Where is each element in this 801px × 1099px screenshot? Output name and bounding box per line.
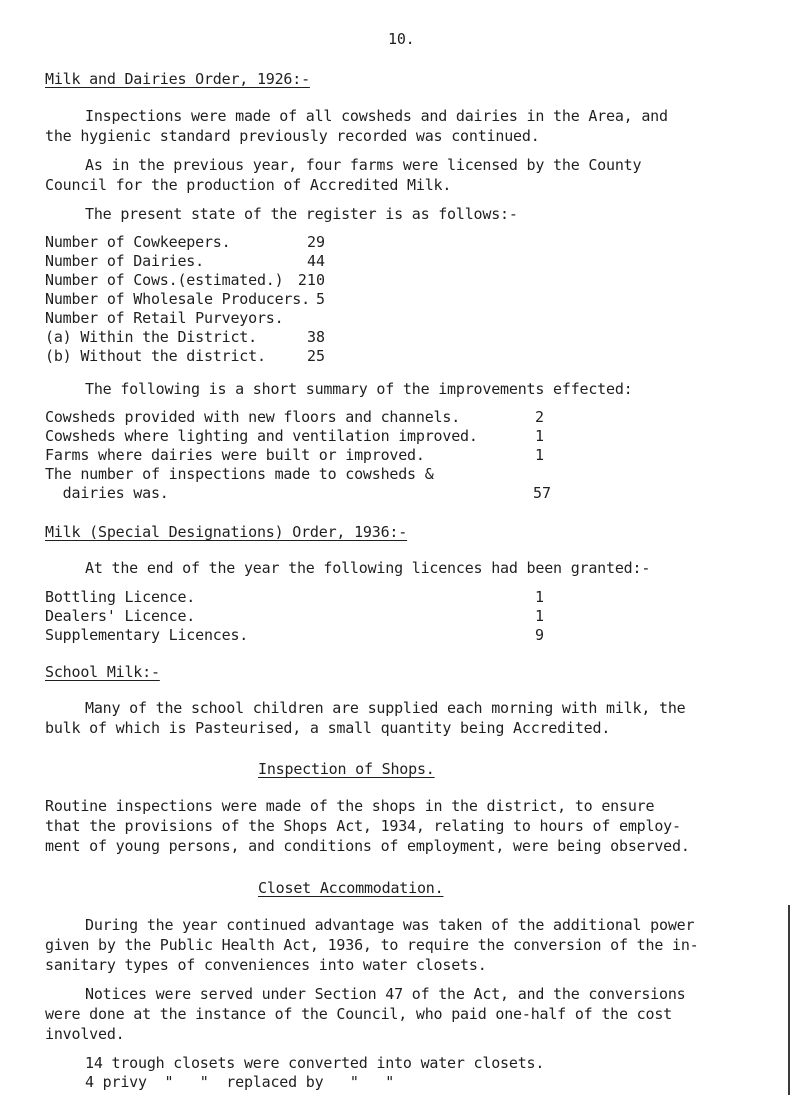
school-milk-heading: School Milk:-: [45, 663, 160, 681]
shops-heading: Inspection of Shops.: [258, 760, 435, 778]
register-value: 5: [315, 290, 325, 308]
licence-label: Bottling Licence.: [45, 588, 196, 606]
register-label: (b) Without the district.: [45, 347, 266, 365]
page-number: 10.: [388, 30, 415, 48]
paragraph-line: Many of the school children are supplied each morning with milk, the: [85, 699, 686, 717]
register-label: Number of Dairies.: [45, 252, 204, 270]
scan-edge-line: [788, 905, 790, 1095]
register-value: 29: [306, 233, 325, 251]
special-designations-heading: Milk (Special Designations) Order, 1936:-: [45, 523, 408, 541]
improvement-label: dairies was.: [45, 484, 169, 502]
paragraph-line: At the end of the year the following licences had been granted:-: [85, 559, 651, 577]
licence-label: Dealers' Licence.: [45, 607, 196, 625]
register-label: Number of Retail Purveyors.: [45, 309, 284, 327]
register-label: Number of Wholesale Producers.: [45, 290, 310, 308]
paragraph-line: During the year continued advantage was taken of the additional power: [85, 916, 695, 934]
register-value: 210: [297, 271, 325, 289]
register-label: (a) Within the District.: [45, 328, 257, 346]
improvement-value: 1: [534, 446, 544, 464]
paragraph-line: Notices were served under Section 47 of the Act, and the conversions: [85, 985, 686, 1003]
paragraph-line: The present state of the register is as follows:-: [85, 205, 518, 223]
licence-value: 1: [534, 607, 544, 625]
paragraph-line: were done at the instance of the Council, who paid one-half of the cost: [45, 1005, 672, 1023]
paragraph-line: involved.: [45, 1025, 125, 1043]
improvement-value: 1: [534, 427, 544, 445]
register-value: 44: [306, 252, 325, 270]
register-value: 25: [306, 347, 325, 365]
paragraph-line: the hygienic standard previously recorded was continued.: [45, 127, 540, 145]
closet-heading: Closet Accommodation.: [258, 879, 444, 897]
register-value: 38: [306, 328, 325, 346]
paragraph-line: that the provisions of the Shops Act, 1934, relating to hours of employ-: [45, 817, 681, 835]
licence-label: Supplementary Licences.: [45, 626, 249, 644]
licence-value: 1: [534, 588, 544, 606]
paragraph-line: 14 trough closets were converted into water closets.: [85, 1054, 545, 1072]
paragraph-line: bulk of which is Pasteurised, a small quantity being Accredited.: [45, 719, 611, 737]
improvement-label: The number of inspections made to cowsheds &: [45, 465, 434, 483]
paragraph-line: Council for the production of Accredited Milk.: [45, 176, 452, 194]
milk-dairies-heading: Milk and Dairies Order, 1926:-: [45, 70, 310, 88]
paragraph-line: ment of young persons, and conditions of employment, were being observed.: [45, 837, 690, 855]
register-label: Number of Cows.(estimated.): [45, 271, 284, 289]
improvement-label: Farms where dairies were built or improved.: [45, 446, 425, 464]
improvement-label: Cowsheds provided with new floors and channels.: [45, 408, 461, 426]
paragraph-line: As in the previous year, four farms were licensed by the County: [85, 156, 642, 174]
paragraph-line: given by the Public Health Act, 1936, to require the conversion of the in-: [45, 936, 699, 954]
licence-value: 9: [534, 626, 544, 644]
improvement-value: 57: [532, 484, 551, 502]
improvement-label: Cowsheds where lighting and ventilation improved.: [45, 427, 478, 445]
paragraph-line: The following is a short summary of the improvements effected:: [85, 380, 633, 398]
paragraph-line: sanitary types of conveniences into water closets.: [45, 956, 487, 974]
paragraph-line: Routine inspections were made of the shops in the district, to ensure: [45, 797, 655, 815]
paragraph-line: 4 privy " " replaced by " ": [85, 1073, 395, 1091]
register-label: Number of Cowkeepers.: [45, 233, 231, 251]
paragraph-line: Inspections were made of all cowsheds and dairies in the Area, and: [85, 107, 668, 125]
improvement-value: 2: [534, 408, 544, 426]
